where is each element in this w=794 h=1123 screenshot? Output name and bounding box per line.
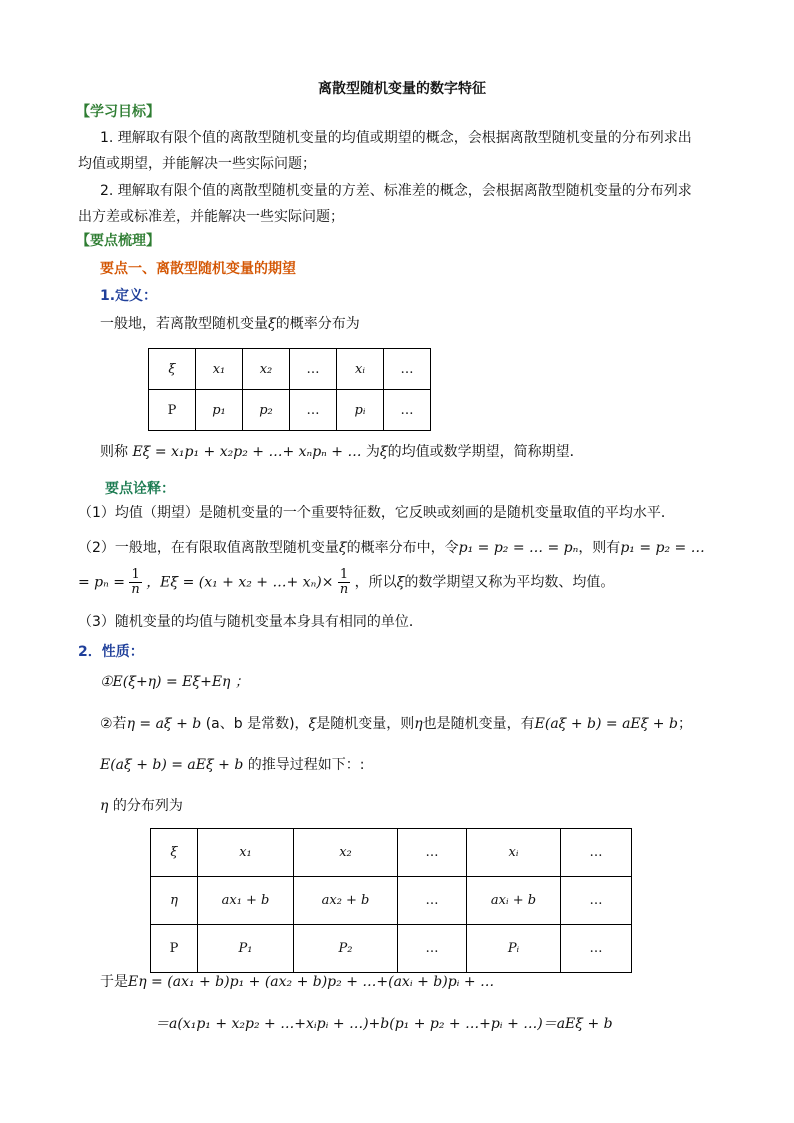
table-cell: ξ [151, 829, 198, 877]
goal-2-line-1: 2. 理解取有限个值的离散型随机变量的方差、标准差的概念，会根据离散型随机变量的分布列求 [100, 183, 692, 199]
note-2-line-1: （2）一般地，在有限取值离散型随机变量ξ的概率分布中，令p₁ = p₂ = … = pₙ，则有p₁ = p₂ = … [78, 540, 705, 556]
table-cell: … [290, 390, 337, 431]
table-cell: xᵢ [337, 349, 384, 390]
page-title: 离散型随机变量的数字特征 [318, 81, 486, 97]
table-cell: … [561, 829, 632, 877]
fraction: $\frac{1}{n}$ [339, 567, 349, 597]
table-cell: … [384, 349, 431, 390]
point-1-heading: 要点一、离散型随机变量的期望 [100, 261, 296, 277]
note-1: （1）均值（期望）是随机变量的一个重要特征数，它反映或刻画的是随机变量取值的平均水平． [78, 505, 675, 521]
goal-1-line-1: 1. 理解取有限个值的离散型随机变量的均值或期望的概念，会根据离散型随机变量的分布列求出 [100, 130, 692, 146]
table-cell: … [398, 829, 467, 877]
table-cell: η [151, 877, 198, 925]
table-cell: … [561, 925, 632, 973]
goal-1-line-2: 均值或期望，并能解决一些实际问题； [78, 156, 316, 172]
table-cell: … [384, 390, 431, 431]
table-cell: x₁ [196, 349, 243, 390]
table-cell: pᵢ [337, 390, 384, 431]
table-cell: ξ [149, 349, 196, 390]
table-cell: xᵢ [467, 829, 561, 877]
expectation-derivation-line-1: 于是Eη = (ax₁ + b)p₁ + (ax₂ + b)p₂ + …+(axᵢ + b)pᵢ + … [100, 974, 495, 990]
notes-heading: 要点诠释： [105, 481, 175, 497]
table-cell: P₁ [198, 925, 294, 973]
note-2-line-2: = pₙ = $\frac{1}{n}$ ，Eξ = (x₁ + x₂ + …+ xₙ)× $\frac{1}{n}$ ，所以ξ的数学期望又称为平均数、均值。 [78, 567, 615, 597]
table-cell: Pᵢ [467, 925, 561, 973]
table-cell: ax₂ + b [294, 877, 398, 925]
table-row [151, 925, 632, 973]
section-heading-points: 【要点梳理】 [76, 233, 160, 249]
table-cell: x₂ [243, 349, 290, 390]
note-3: （3）随机变量的均值与随机变量本身具有相同的单位． [78, 614, 423, 630]
table-cell: axᵢ + b [467, 877, 561, 925]
table-cell: ax₁ + b [198, 877, 294, 925]
section-heading-goals: 【学习目标】 [76, 104, 160, 120]
table-cell: … [290, 349, 337, 390]
table-cell: … [561, 877, 632, 925]
table-cell: p₁ [196, 390, 243, 431]
goal-2-line-2: 出方差或标准差，并能解决一些实际问题； [78, 209, 344, 225]
table-row [151, 829, 632, 877]
distribution-table-2 [150, 828, 632, 973]
property-1: ①E(ξ+η) = Eξ+Eη ； [100, 674, 249, 690]
table-cell: … [398, 925, 467, 973]
table-row [149, 390, 431, 431]
table-row [151, 877, 632, 925]
fraction: $\frac{1}{n}$ [131, 567, 140, 597]
definition-text: 一般地，若离散型随机变量ξ的概率分布为 [100, 316, 360, 332]
table-cell: x₁ [198, 829, 294, 877]
expectation-definition: 则称 Eξ = x₁p₁ + x₂p₂ + …+ xₙpₙ + … 为ξ的均值或数学期望，简称期望． [100, 444, 584, 460]
distribution-table-1 [148, 348, 431, 431]
table-row [149, 349, 431, 390]
table-cell: P [151, 925, 198, 973]
eta-distribution-label: η 的分布列为 [100, 798, 183, 814]
table-cell: P₂ [294, 925, 398, 973]
table-cell: P [149, 390, 196, 431]
expectation-derivation-line-2: ＝a(x₁p₁ + x₂p₂ + …+xᵢpᵢ + …)+b(p₁ + p₂ + …+pᵢ + …)＝aEξ + b [155, 1016, 613, 1032]
table-cell: … [398, 877, 467, 925]
table-cell: x₂ [294, 829, 398, 877]
derivation-intro: E(aξ + b) = aEξ + b 的推导过程如下：: [100, 757, 365, 773]
definition-heading: 1.定义： [100, 288, 158, 304]
table-cell: p₂ [243, 390, 290, 431]
property-2: ②若η = aξ + b (a、b 是常数)，ξ是随机变量，则η也是随机变量，有E(aξ + b) = aEξ + b； [100, 716, 692, 732]
properties-heading: 2．性质： [78, 644, 144, 660]
